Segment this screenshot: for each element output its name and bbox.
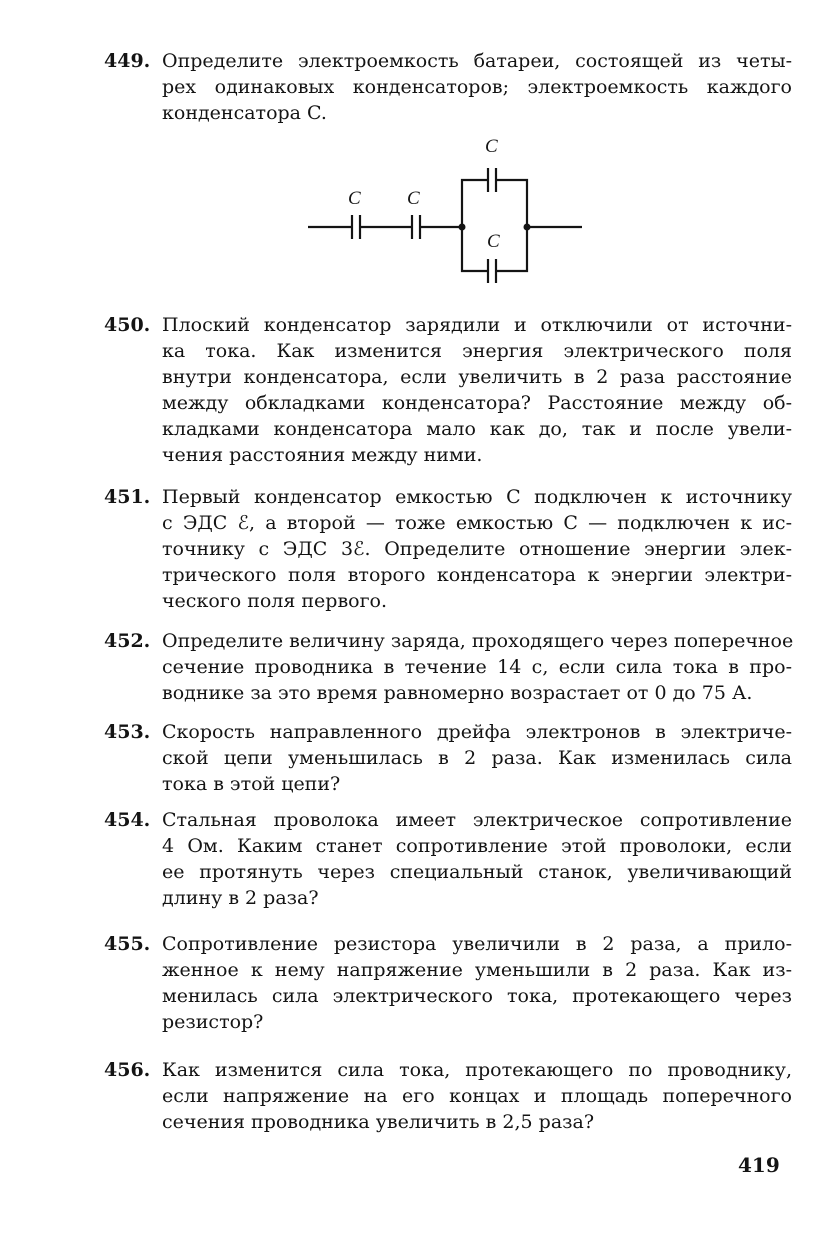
text-line: менилась сила электрического тока, протекающего через: [162, 985, 792, 1007]
wire: [496, 180, 527, 227]
text-line: конденсатора C.: [162, 102, 327, 124]
text-line: Определите электроемкость батареи, состоящей из четы-: [162, 50, 792, 72]
text-line: Плоский конденсатор зарядили и отключили от источни-: [162, 314, 792, 336]
problem-text: [162, 931, 792, 1035]
text-line: между обкладками конденсатора? Расстояние между об-: [162, 392, 792, 414]
text-line: сечения проводника увеличить в 2,5 раза?: [162, 1111, 595, 1133]
text-line: женное к нему напряжение уменьшили в 2 раза. Как из-: [162, 959, 792, 981]
text-line: точнику с ЭДС 3ℰ. Определите отношение энергии элек-: [162, 538, 792, 560]
text-line: ческого поля первого.: [162, 590, 388, 612]
capacitor-circuit-diagram: [300, 135, 590, 295]
capacitor-label: C: [407, 188, 420, 209]
wire: [462, 227, 488, 271]
text-line: резистор?: [162, 1011, 264, 1033]
capacitor-label: C: [348, 188, 361, 209]
problem-text: [162, 1057, 792, 1135]
page-number: 419: [738, 1153, 780, 1177]
text-line: 4 Ом. Каким станет сопротивление этой проволоки, если: [162, 835, 792, 857]
problem-number: 454.: [104, 809, 151, 831]
text-line: длину в 2 раза?: [162, 887, 319, 909]
problem-text: [162, 484, 792, 614]
wire: [462, 180, 488, 227]
problem-text: [162, 807, 792, 911]
capacitor-label: C: [487, 231, 500, 252]
problem-text: [162, 312, 792, 468]
text-line: внутри конденсатора, если увеличить в 2 раза расстояние: [162, 366, 792, 388]
text-line: ской цепи уменьшилась в 2 раза. Как изменилась сила: [162, 747, 792, 769]
capacitor-label: C: [485, 136, 498, 157]
text-line: Сопротивление резистора увеличили в 2 раза, а прило-: [162, 933, 792, 955]
text-line: рех одинаковых конденсаторов; электроемкость каждого: [162, 76, 792, 98]
junction-node: [459, 224, 466, 231]
text-line: Определите величину заряда, проходящего через поперечное: [162, 630, 794, 652]
problem-number: 451.: [104, 486, 151, 508]
text-line: Как изменится сила тока, протекающего по проводнику,: [162, 1059, 792, 1081]
problem-text: [162, 48, 792, 126]
text-line: если напряжение на его концах и площадь поперечного: [162, 1085, 792, 1107]
text-line: Стальная проволока имеет электрическое сопротивление: [162, 809, 792, 831]
problem-number: 456.: [104, 1059, 151, 1081]
text-line: ка тока. Как изменится энергия электрического поля: [162, 340, 792, 362]
text-line: чения расстояния между ними.: [162, 444, 483, 466]
problem-text: [162, 628, 792, 706]
wire: [496, 227, 527, 271]
text-line: трического поля второго конденсатора к энергии электри-: [162, 564, 792, 586]
text-line: с ЭДС ℰ, а второй — тоже емкостью C — подключен к ис-: [162, 512, 792, 534]
text-line: тока в этой цепи?: [162, 773, 341, 795]
problem-number: 455.: [104, 933, 151, 955]
text-line: сечение проводника в течение 14 с, если сила тока в про-: [162, 656, 792, 678]
problem-number: 452.: [104, 630, 151, 652]
text-line: Первый конденсатор емкостью C подключен к источнику: [162, 486, 792, 508]
text-line: кладками конденсатора мало как до, так и после увели-: [162, 418, 792, 440]
junction-node: [524, 224, 531, 231]
text-line: ее протянуть через специальный станок, увеличивающий: [162, 861, 792, 883]
problem-number: 449.: [104, 50, 151, 72]
problem-text: [162, 719, 792, 797]
problem-number: 453.: [104, 721, 151, 743]
text-line: Скорость направленного дрейфа электронов в электриче-: [162, 721, 792, 743]
text-line: воднике за это время равномерно возрастает от 0 до 75 А.: [162, 682, 753, 704]
problem-number: 450.: [104, 314, 151, 336]
